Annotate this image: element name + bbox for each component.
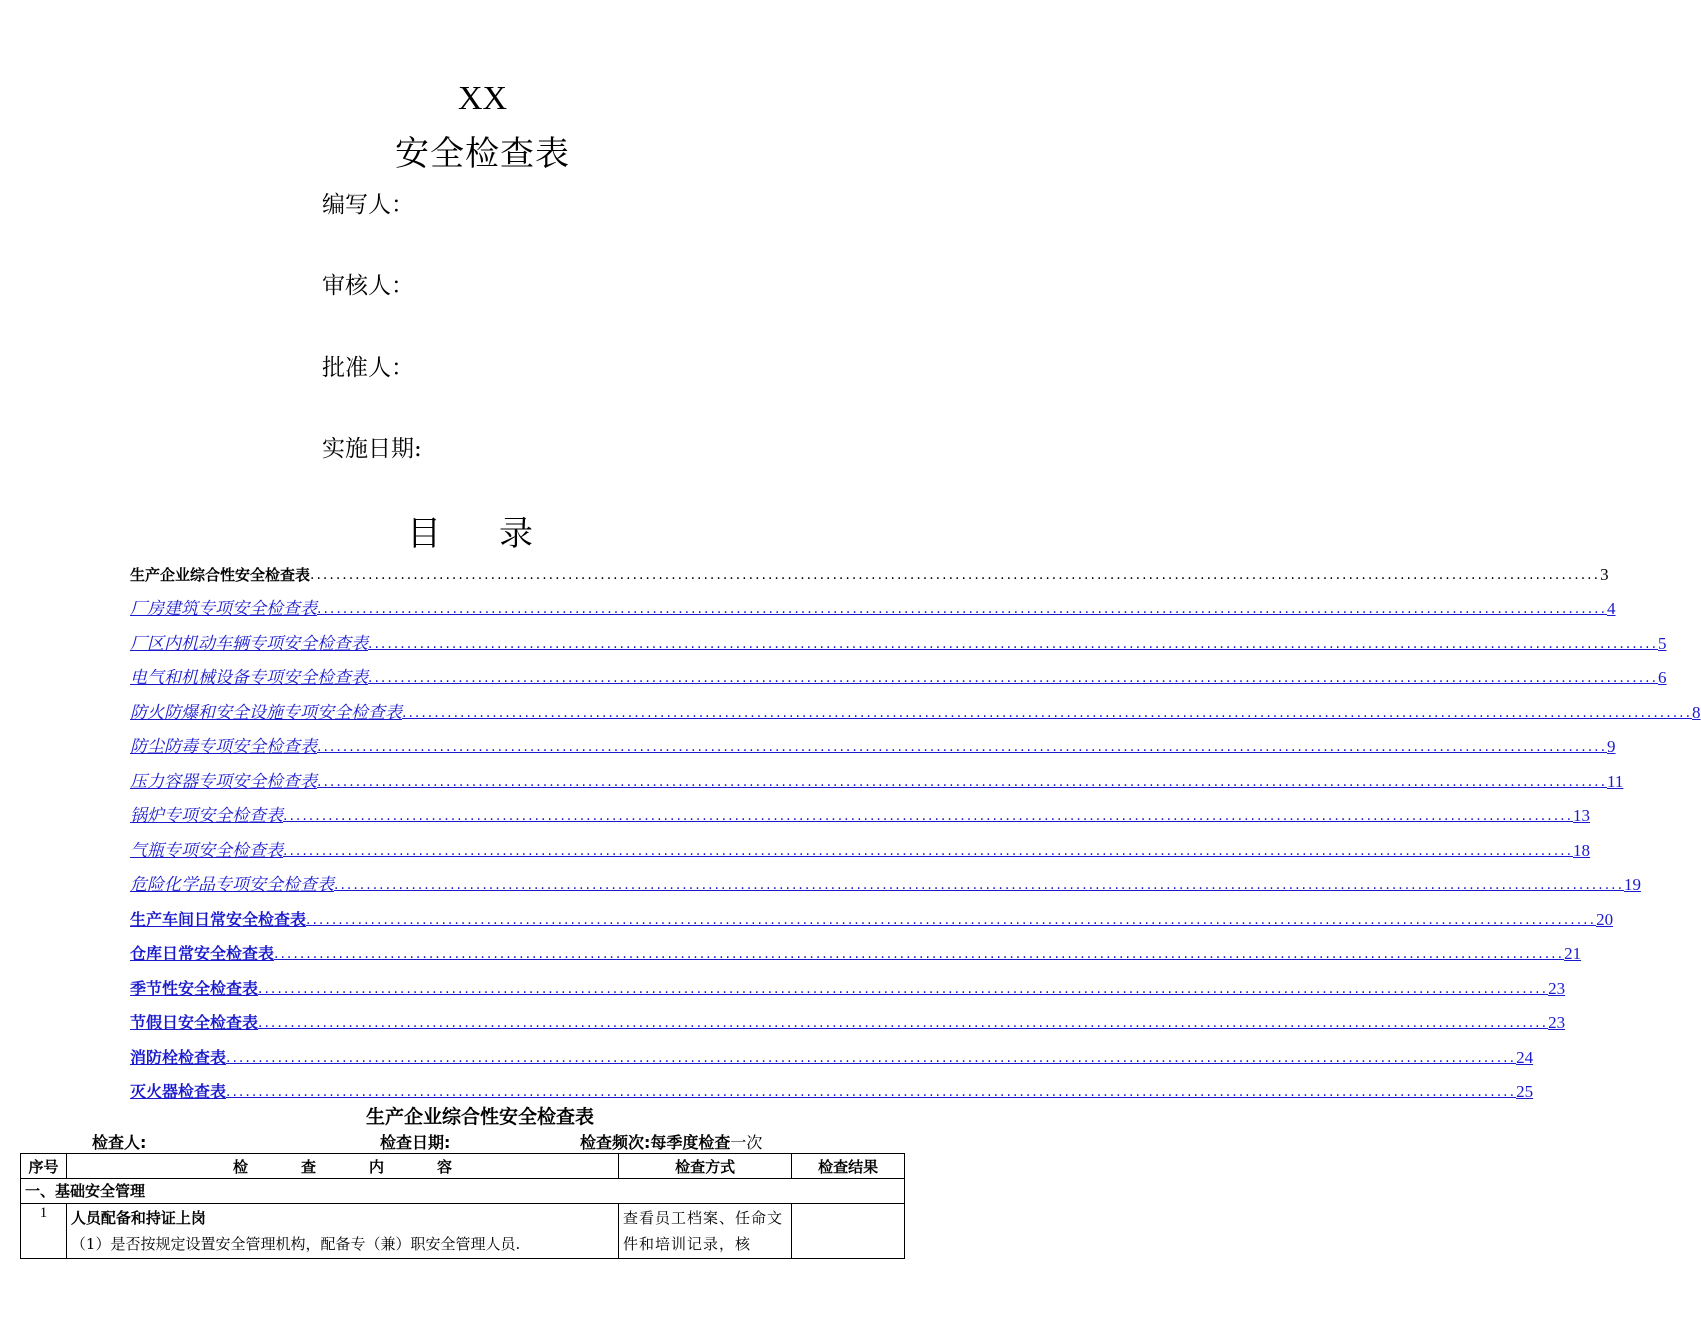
header-content-char: 容 [436,1157,452,1176]
toc-entry-label: 锅炉专项安全检查表 [130,806,283,826]
table-of-contents [130,550,1701,1102]
toc-entry[interactable] [130,585,1616,620]
toc-entry-page: 21 [1564,944,1582,963]
toc-leader-dots: ........................................................................................................................................................................................................ [317,739,1608,755]
toc-entry-label: 消防栓检查表 [130,1047,227,1067]
toc-entry-page: 18 [1573,840,1591,860]
approver-field-label: 批准人： [322,355,414,381]
toc-entry-label: 生产企业综合性安全检查表 [130,565,311,584]
toc-entry[interactable] [130,861,1642,896]
toc-entry[interactable] [130,826,1591,861]
toc-entry-label: 节假日安全检查表 [130,1013,259,1032]
inspection-date-label: 检查日期: [380,1133,451,1152]
toc-entry[interactable] [130,654,1667,689]
header-content-char: 内 [368,1157,384,1176]
header-content [66,1154,618,1179]
item-number: 1 [21,1204,67,1259]
item-content [66,1204,618,1259]
item-method: 查看员工档案、任命文件和培训记录，核 [619,1204,792,1259]
document-title: 安全检查表 [395,134,570,174]
toc-entry[interactable] [130,757,1624,792]
header-no: 序号 [21,1154,67,1179]
effective-date-label: 实施日期: [322,436,422,462]
toc-entry-label: 电气和机械设备专项安全检查表 [130,668,368,688]
toc-entry-page: 9 [1607,737,1616,756]
toc-entry-label: 季节性安全检查表 [130,978,259,998]
frequency-suffix: 一次 [730,1133,763,1152]
toc-entry-label: 灭火器检查表 [130,1082,227,1101]
header-content-char: 查 [300,1157,316,1176]
inspection-table [20,1153,905,1259]
section-row [21,1179,905,1204]
toc-entry[interactable] [130,619,1667,654]
table-header-row [21,1154,905,1179]
toc-leader-dots: ........................................................................................................................................................................................................ [226,1084,1517,1100]
toc-leader-dots: ........................................................................................................................................................................................................ [258,1015,1549,1031]
toc-entry-page: 3 [1600,564,1609,584]
toc-entry-page: 5 [1658,633,1667,653]
toc-leader-dots: ........................................................................................................................................................................................................ [334,877,1625,893]
toc-entry-page: 13 [1573,806,1591,825]
toc-entry-label: 生产车间日常安全检查表 [130,909,307,929]
toc-entry-label: 防尘防毒专项安全检查表 [130,737,317,757]
toc-heading-left: 目 [407,514,441,554]
toc-entry-page: 25 [1516,1082,1534,1101]
toc-leader-dots: ........................................................................................................................................................................................................ [317,601,1608,617]
toc-entry-page: 23 [1548,1013,1566,1032]
toc-leader-dots: ........................................................................................................................................................................................................ [368,635,1659,652]
inspector-label: 检查人: [92,1133,147,1152]
toc-entry[interactable] [130,723,1616,758]
item-text: （1）是否按规定设置安全管理机构，配备专（兼）职安全管理人员. [70,1235,521,1253]
header-result: 检查结果 [792,1154,905,1179]
item-result[interactable] [792,1204,905,1259]
toc-entry[interactable] [130,688,1701,723]
toc-leader-dots: ........................................................................................................................................................................................................ [283,808,1574,824]
toc-leader-dots: ........................................................................................................................................................................................................ [226,1049,1517,1066]
toc-entry-page: 19 [1624,875,1642,894]
toc-entry-page: 6 [1658,668,1667,687]
toc-entry-page: 4 [1607,599,1616,618]
toc-entry [130,550,1609,585]
toc-entry-label: 仓库日常安全检查表 [130,944,275,963]
toc-entry-label: 气瓶专项安全检查表 [130,840,283,861]
toc-entry[interactable] [130,999,1566,1034]
toc-entry-page: 8 [1692,702,1701,722]
author-field-label: 编写人： [322,192,414,218]
toc-entry-label: 厂房建筑专项安全检查表 [130,599,317,619]
company-name: XX [457,80,508,117]
toc-leader-dots: ........................................................................................................................................................................................................ [310,566,1601,583]
toc-entry-label: 厂区内机动车辆专项安全检查表 [130,633,368,654]
toc-entry[interactable] [130,895,1614,930]
sheet-title: 生产企业综合性安全检查表 [365,1106,594,1128]
toc-entry[interactable] [130,964,1566,999]
toc-entry-label: 压力容器专项安全检查表 [130,771,317,792]
toc-entry[interactable] [130,1068,1534,1103]
toc-leader-dots: ........................................................................................................................................................................................................ [368,670,1659,686]
section-title: 一、基础安全管理 [21,1179,905,1204]
toc-entry[interactable] [130,930,1582,965]
toc-leader-dots: ........................................................................................................................................................................................................ [283,842,1574,859]
item-title: 人员配备和持证上岗 [70,1209,206,1227]
toc-leader-dots: ........................................................................................................................................................................................................ [306,911,1597,928]
toc-entry[interactable] [130,792,1591,827]
toc-entry-label: 防火防爆和安全设施专项安全检查表 [130,702,402,723]
toc-leader-dots: ........................................................................................................................................................................................................ [402,704,1693,721]
toc-heading-right: 录 [499,514,533,554]
toc-entry[interactable] [130,1033,1534,1068]
toc-leader-dots: ........................................................................................................................................................................................................ [274,946,1565,962]
toc-entry-page: 24 [1516,1047,1534,1067]
toc-leader-dots: ........................................................................................................................................................................................................ [317,773,1608,790]
table-row [21,1204,905,1259]
toc-entry-page: 23 [1548,978,1566,998]
header-content-char: 检 [232,1157,248,1176]
inspection-frequency [580,1130,762,1153]
frequency-label: 检查频次:每季度检查 [580,1133,731,1152]
reviewer-field-label: 审核人： [322,273,414,299]
toc-entry-page: 20 [1596,909,1614,929]
toc-entry-label: 危险化学品专项安全检查表 [130,875,334,895]
toc-heading [0,506,940,555]
toc-leader-dots: ........................................................................................................................................................................................................ [258,980,1549,997]
toc-entry-page: 11 [1607,771,1624,791]
header-method: 检查方式 [619,1154,792,1179]
